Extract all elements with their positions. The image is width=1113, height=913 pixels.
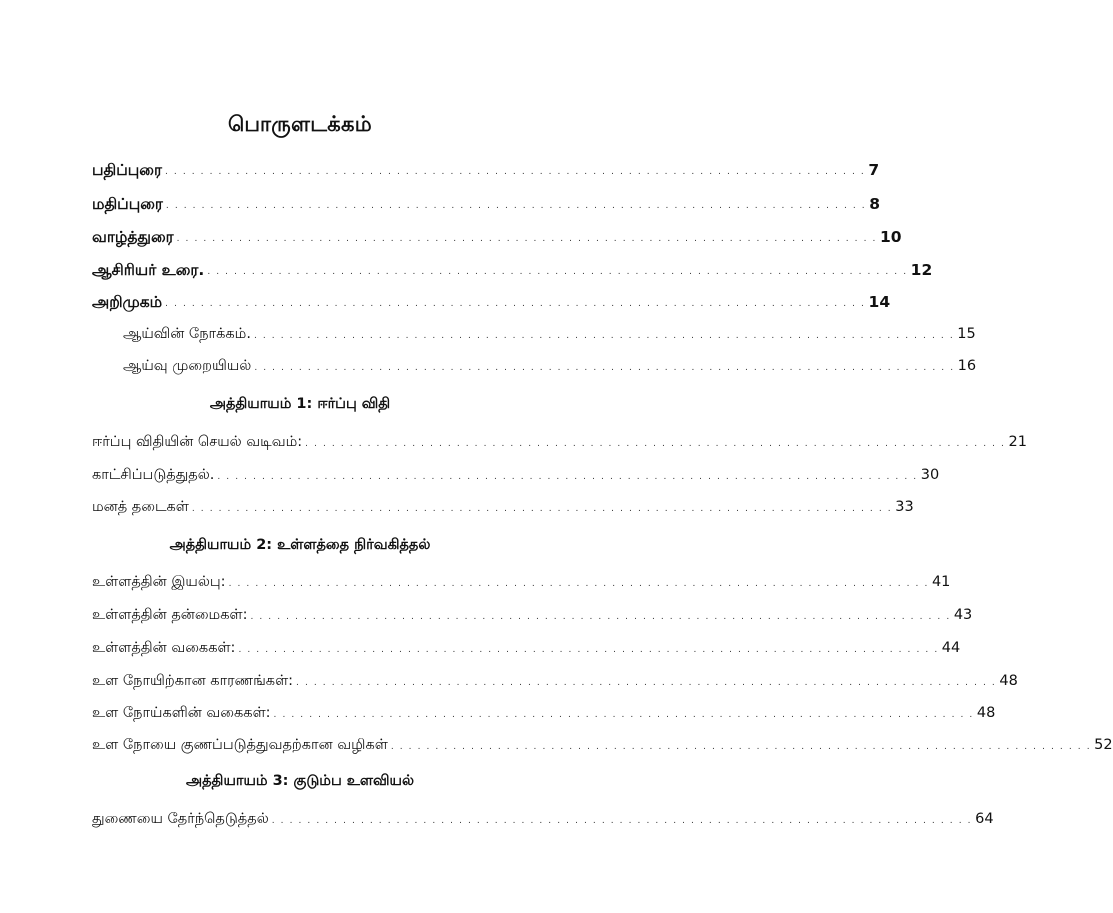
toc-entry (92, 223, 902, 247)
dot-leader: . . . . . . . . . . . . . . . . . . . . . . . . . . . . . . . . . . . . . . . . . . . . . . . . . . . . . . . . . . . . . . . . . . . . . . . . . . . . . . . (273, 710, 974, 720)
dot-leader: . . . . . . . . . . . . . . . . . . . . . . . . . . . . . . . . . . . . . . . . . . . . . . . . . . . . . . . . . . . . . . . . . . . . . . . . . . . . . . . (228, 579, 929, 589)
toc-entry (92, 731, 1113, 755)
toc-entry (92, 667, 1018, 691)
entry-page: 12 (910, 261, 933, 279)
page-title: பொருளடக்கம் (228, 112, 372, 136)
dot-leader: . . . . . . . . . . . . . . . . . . . . . . . . . . . . . . . . . . . . . . . . . . . . . . . . . . . . . . . . . . . . . . . . . . . . . . . . . . . . . . . (254, 363, 955, 373)
entry-page: 43 (953, 607, 973, 623)
chapter-heading: அத்தியாயம் 1: ஈர்ப்பு விதி (209, 396, 391, 412)
entry-label: உள நோயிற்கான காரணங்கள்: (92, 673, 294, 689)
toc-entry (92, 288, 891, 312)
entry-page: 10 (879, 228, 902, 246)
chapter-heading: அத்தியாயம் 2: உள்ளத்தை நிர்வகித்தல் (169, 537, 431, 553)
entry-page: 15 (957, 326, 976, 342)
entry-page: 52 (1094, 737, 1113, 753)
entry-page: 64 (975, 811, 994, 827)
toc-entry (92, 256, 933, 280)
dot-leader: . . . . . . . . . . . . . . . . . . . . . . . . . . . . . . . . . . . . . . . . . . . . . . . . . . . . . . . . . . . . . . . . . . . . . . . . . . . . . . . (250, 612, 951, 622)
entry-label: துணையை தேர்ந்தெடுத்தல் (92, 811, 269, 827)
entry-page: 7 (868, 161, 880, 179)
entry-label: ஆய்வின் நோக்கம். (123, 326, 251, 342)
toc-entry (92, 190, 881, 214)
dot-leader: . . . . . . . . . . . . . . . . . . . . . . . . . . . . . . . . . . . . . . . . . . . . . . . . . . . . . . . . . . . . . . . . . . . . . . . . . . . . . . . (217, 472, 918, 482)
dot-leader: . . . . . . . . . . . . . . . . . . . . . . . . . . . . . . . . . . . . . . . . . . . . . . . . . . . . . . . . . . . . . . . . . . . . . . . . . . . . . . . (165, 299, 866, 309)
entry-page: 48 (976, 705, 996, 721)
entry-label: உள நோயை குணப்படுத்துவதற்கான வழிகள் (92, 737, 388, 753)
dot-leader: . . . . . . . . . . . . . . . . . . . . . . . . . . . . . . . . . . . . . . . . . . . . . . . . . . . . . . . . . . . . . . . . . . . . . . . . . . . . . . . (271, 816, 973, 826)
entry-label: பதிப்புரை (92, 161, 162, 179)
toc-entry (92, 156, 880, 180)
entry-page: 30 (920, 467, 940, 483)
dot-leader: . . . . . . . . . . . . . . . . . . . . . . . . . . . . . . . . . . . . . . . . . . . . . . . . . . . . . . . . . . . . . . . . . . . . . . . . . . . . . . . (164, 167, 866, 177)
entry-label: உள்ளத்தின் தன்மைகள்: (92, 607, 248, 623)
entry-label: ஆய்வு முறையியல் (123, 358, 252, 374)
dot-leader: . . . . . . . . . . . . . . . . . . . . . . . . . . . . . . . . . . . . . . . . . . . . . . . . . . . . . . . . . . . . . . . . . . . . . . . . . . . . . . . (165, 201, 867, 211)
toc-entry (92, 493, 914, 517)
entry-label: உள்ளத்தின் வகைகள்: (92, 640, 236, 656)
dot-leader: . . . . . . . . . . . . . . . . . . . . . . . . . . . . . . . . . . . . . . . . . . . . . . . . . . . . . . . . . . . . . . . . . . . . . . . . . . . . . . . (390, 742, 1092, 752)
entry-label: மனத் தடைகள் (92, 499, 189, 515)
entry-page: 33 (895, 499, 914, 515)
entry-label: அறிமுகம் (92, 293, 163, 311)
entry-page: 21 (1008, 434, 1027, 450)
toc-entry (92, 568, 951, 592)
entry-page: 8 (869, 195, 881, 213)
entry-label: காட்சிப்படுத்துதல். (92, 467, 215, 483)
chapter-heading: அத்தியாயம் 3: குடும்ப உளவியல் (186, 773, 414, 789)
dot-leader: . . . . . . . . . . . . . . . . . . . . . . . . . . . . . . . . . . . . . . . . . . . . . . . . . . . . . . . . . . . . . . . . . . . . . . . . . . . . . . . (207, 267, 908, 277)
dot-leader: . . . . . . . . . . . . . . . . . . . . . . . . . . . . . . . . . . . . . . . . . . . . . . . . . . . . . . . . . . . . . . . . . . . . . . . . . . . . . . . (253, 331, 955, 341)
dot-leader: . . . . . . . . . . . . . . . . . . . . . . . . . . . . . . . . . . . . . . . . . . . . . . . . . . . . . . . . . . . . . . . . . . . . . . . . . . . . . . . (296, 678, 997, 688)
entry-label: ஆசிரியர் உரை. (92, 261, 205, 279)
dot-leader: . . . . . . . . . . . . . . . . . . . . . . . . . . . . . . . . . . . . . . . . . . . . . . . . . . . . . . . . . . . . . . . . . . . . . . . . . . . . . . . (238, 645, 939, 655)
entry-label: மதிப்புரை (92, 195, 163, 213)
toc-entry (92, 601, 973, 625)
entry-page: 48 (999, 673, 1018, 689)
entry-label: உள்ளத்தின் இயல்பு: (92, 574, 226, 590)
entry-page: 44 (941, 640, 961, 656)
dot-leader: . . . . . . . . . . . . . . . . . . . . . . . . . . . . . . . . . . . . . . . . . . . . . . . . . . . . . . . . . . . . . . . . . . . . . . . . . . . . . . . (191, 504, 893, 514)
toc-entry (92, 805, 994, 829)
toc-subentry (123, 320, 976, 344)
dot-leader: . . . . . . . . . . . . . . . . . . . . . . . . . . . . . . . . . . . . . . . . . . . . . . . . . . . . . . . . . . . . . . . . . . . . . . . . . . . . . . . (176, 234, 877, 244)
dot-leader: . . . . . . . . . . . . . . . . . . . . . . . . . . . . . . . . . . . . . . . . . . . . . . . . . . . . . . . . . . . . . . . . . . . . . . . . . . . . . . . (305, 439, 1006, 449)
toc-entry (92, 634, 961, 658)
toc-subentry (123, 352, 977, 376)
entry-label: உள நோய்களின் வகைகள்: (92, 705, 271, 721)
entry-page: 14 (868, 293, 891, 311)
toc-entry (92, 428, 1027, 452)
entry-label: வாழ்த்துரை (92, 228, 174, 246)
toc-entry (92, 461, 940, 485)
entry-page: 41 (931, 574, 951, 590)
entry-page: 16 (957, 358, 977, 374)
entry-label: ஈர்ப்பு விதியின் செயல் வடிவம்: (92, 434, 303, 450)
toc-entry (92, 699, 996, 723)
